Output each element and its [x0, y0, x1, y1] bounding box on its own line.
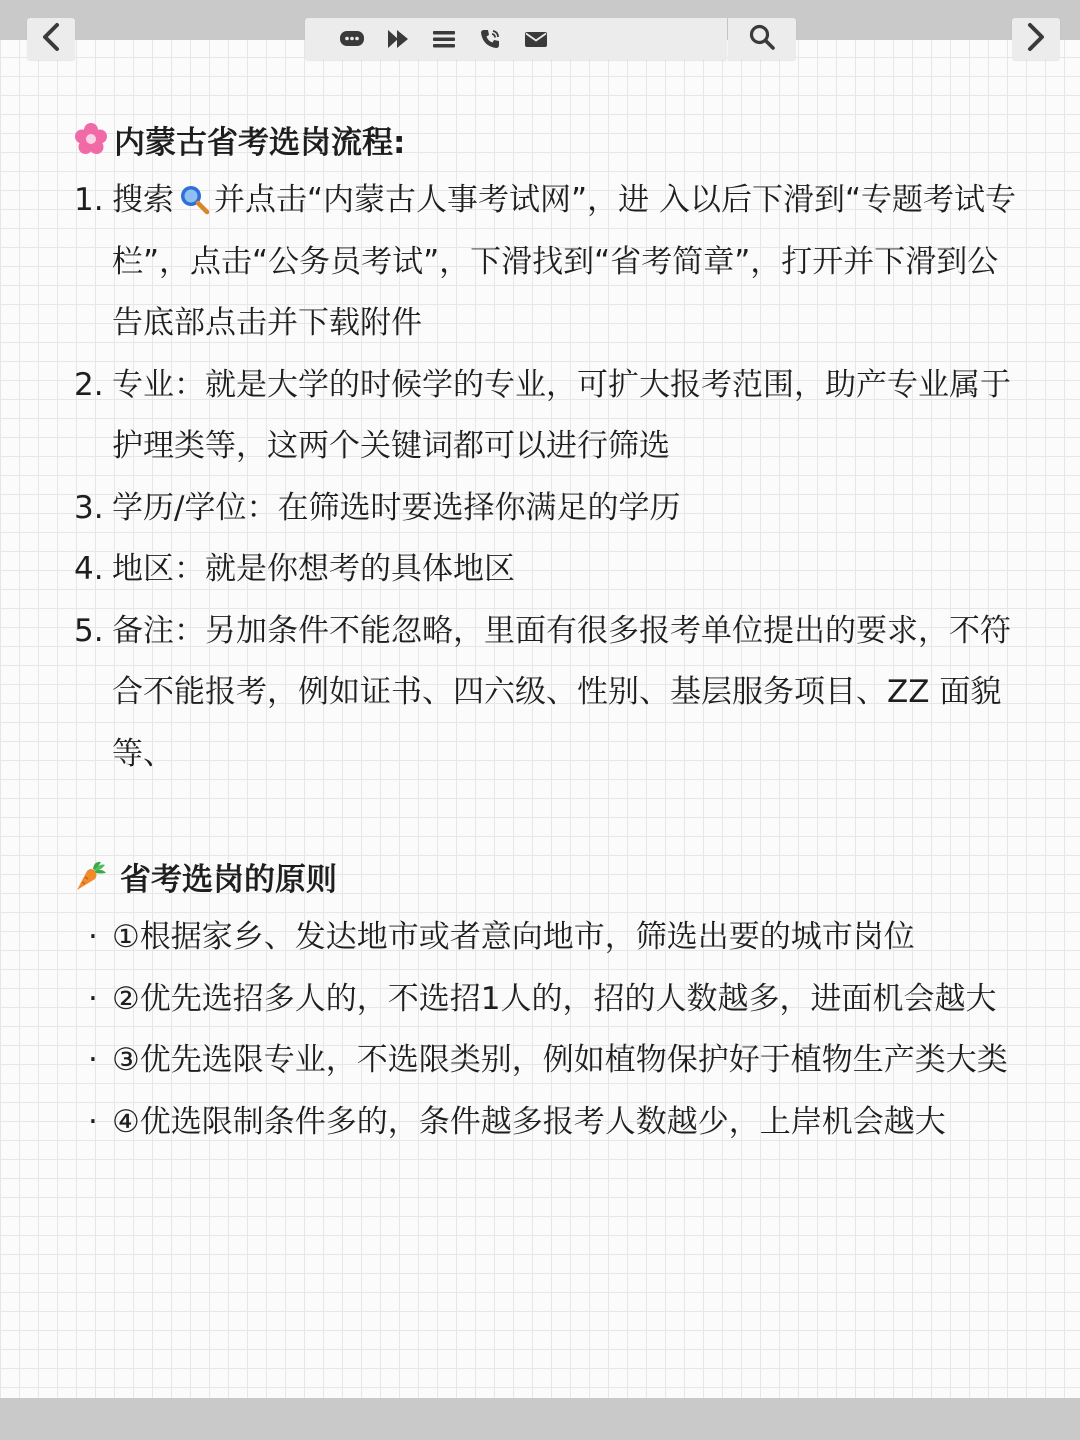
fast-forward-icon[interactable] — [383, 24, 413, 54]
list-text: 专业：就是大学的时候学的专业，可扩大报考范围，助产专业属于护理类等，这两个关键词都可以进行筛选 — [112, 366, 1011, 464]
phone-icon[interactable] — [475, 24, 505, 54]
process-list — [74, 170, 1020, 785]
list-item — [74, 539, 1020, 601]
list-text: 地区：就是你想考的具体地区 — [112, 551, 515, 587]
bullet-dot: · — [88, 919, 98, 955]
chevron-left-icon — [40, 22, 62, 56]
list-item — [74, 601, 1020, 786]
bottom-band — [0, 1398, 1080, 1440]
list-text: ①根据家乡、发达地市或者意向地市，筛选出要的城市岗位 — [112, 919, 915, 955]
list-text: ③优先选限专业，不选限类别，例如植物保护好于植物生产类大类 — [112, 1042, 1008, 1078]
section-title-text: 省考选岗的原则 — [120, 861, 337, 898]
list-item — [74, 1092, 1020, 1154]
list-number: 4. — [74, 551, 104, 587]
list-icon[interactable] — [429, 24, 459, 54]
list-item — [74, 355, 1020, 478]
toolbar — [305, 18, 727, 60]
bullet-dot: · — [88, 1103, 98, 1140]
principles-list — [74, 907, 1020, 1153]
list-item — [74, 478, 1020, 540]
list-text-post: 并点击“内蒙古人事考试网”，进 入以后下滑到“专题考试专栏”，点击“公务员考试”，下滑找到“省考简章”，打开并下滑到公告底部点击并下载附件 — [112, 182, 1017, 341]
list-text: ②优先选招多人的，不选招1人的，招的人数越多，进面机会越大 — [112, 980, 997, 1017]
list-item — [74, 907, 1020, 969]
chat-bubble-icon[interactable] — [337, 24, 367, 54]
list-text: 学历/学位：在筛选时要选择你满足的学历 — [112, 489, 681, 526]
carrot-icon — [74, 859, 108, 893]
back-button[interactable] — [27, 18, 75, 60]
section-title-principles — [74, 845, 1020, 907]
list-text-pre: 搜索 — [112, 182, 174, 218]
search-button[interactable] — [728, 18, 796, 60]
forward-button[interactable] — [1012, 18, 1060, 60]
list-item — [74, 1030, 1020, 1092]
list-item — [74, 170, 1020, 355]
section-title-text: 内蒙古省考选岗流程: — [114, 124, 406, 161]
mail-icon[interactable] — [521, 24, 551, 54]
list-number: 3. — [74, 489, 104, 526]
list-text: 备注：另加条件不能忽略，里面有很多报考单位提出的要求，不符合不能报考，例如证书、四六级、性别、基层服务项目、ZZ 面貌等、 — [112, 612, 1011, 772]
section-title-process — [74, 108, 1020, 170]
list-number: 5. — [74, 612, 104, 649]
list-text: ④优选限制条件多的，条件越多报考人数越少，上岸机会越大 — [112, 1103, 946, 1140]
section-spacer — [74, 785, 1020, 845]
chevron-right-icon — [1025, 22, 1047, 56]
magnifier-icon — [178, 175, 210, 207]
note-content — [74, 108, 1020, 1153]
search-icon — [748, 23, 776, 55]
list-number: 1. — [74, 182, 104, 218]
bullet-dot: · — [88, 1042, 98, 1078]
list-item — [74, 969, 1020, 1031]
flower-icon — [74, 122, 108, 156]
bullet-dot: · — [88, 980, 98, 1017]
list-number: 2. — [74, 366, 104, 403]
